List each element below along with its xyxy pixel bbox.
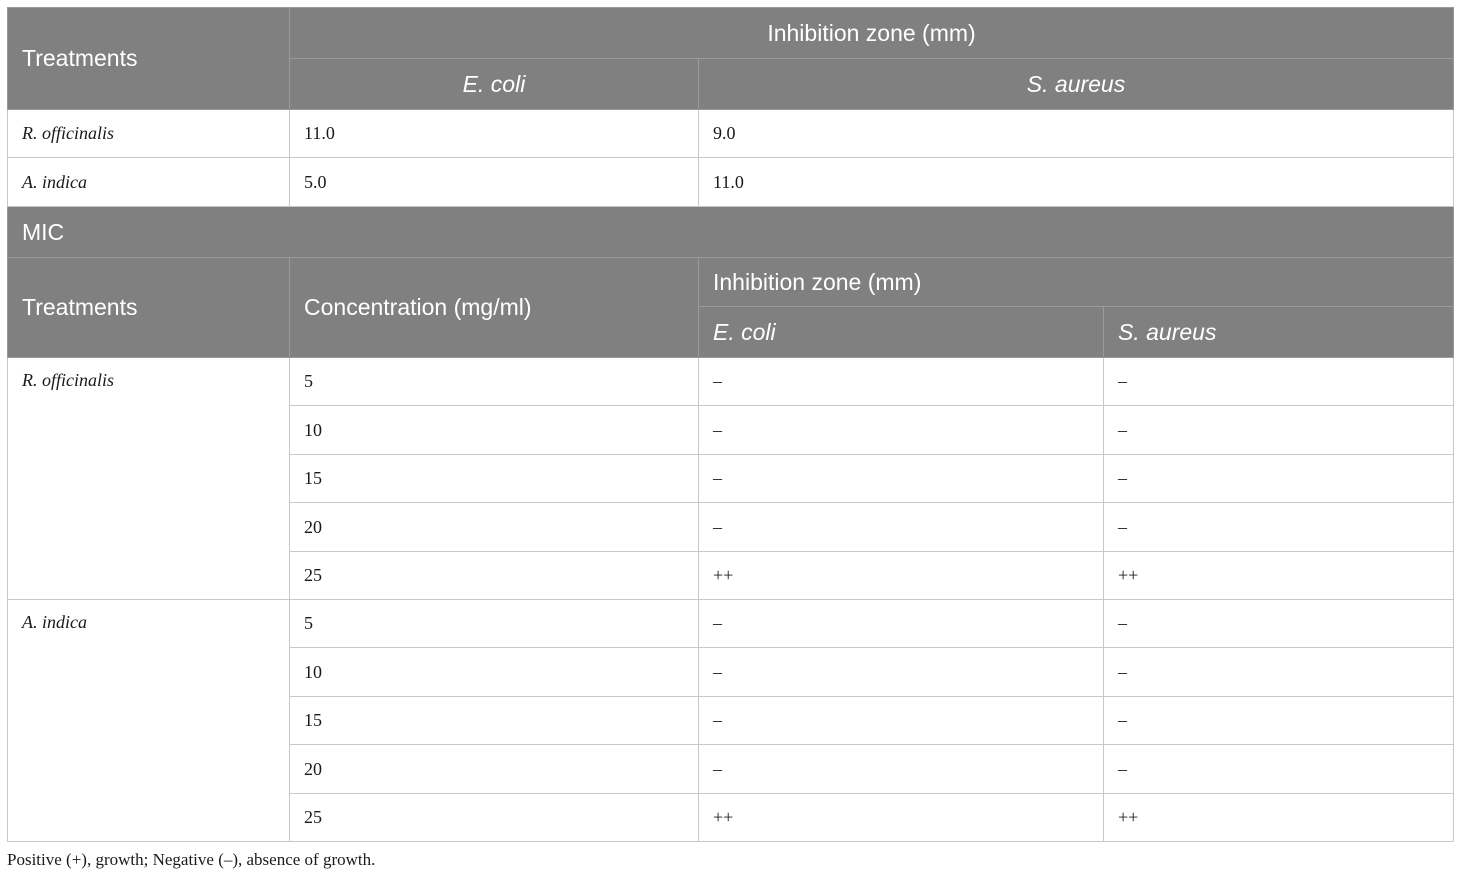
mic-title-row [8, 207, 1454, 258]
saureus-cell: ++ [1104, 794, 1454, 842]
mic-inhibition-header: Inhibition zone (mm) [699, 258, 1454, 307]
ecoli-cell: – [699, 697, 1104, 745]
treatment-cell: R. officinalis [8, 358, 290, 600]
treatment-cell: R. officinalis [8, 110, 290, 158]
ecoli-cell: – [699, 358, 1104, 406]
saureus-cell: 9.0 [699, 110, 1454, 158]
concentration-cell: 25 [290, 552, 699, 600]
concentration-header: Concentration (mg/ml) [290, 258, 699, 358]
ecoli-header: E. coli [290, 59, 699, 110]
saureus-cell: 11.0 [699, 158, 1454, 207]
table-row [8, 600, 1454, 648]
mic-header-row [8, 258, 1454, 307]
concentration-cell: 25 [290, 794, 699, 842]
concentration-cell: 5 [290, 600, 699, 648]
table-footnote: Positive (+), growth; Negative (–), absence of growth. [7, 850, 376, 869]
table-row [8, 158, 1454, 207]
concentration-cell: 20 [290, 745, 699, 794]
concentration-cell: 15 [290, 697, 699, 745]
saureus-cell: – [1104, 648, 1454, 697]
table-row [8, 358, 1454, 406]
saureus-header: S. aureus [699, 59, 1454, 110]
ecoli-cell: – [699, 406, 1104, 455]
concentration-cell: 15 [290, 455, 699, 503]
concentration-cell: 20 [290, 503, 699, 552]
saureus-cell: – [1104, 503, 1454, 552]
ecoli-cell: ++ [699, 794, 1104, 842]
ecoli-cell: – [699, 455, 1104, 503]
inhibition-zone-header: Inhibition zone (mm) [290, 8, 1454, 59]
treatment-cell: A. indica [8, 600, 290, 842]
concentration-cell: 10 [290, 648, 699, 697]
header-row [8, 8, 1454, 59]
ecoli-cell: – [699, 503, 1104, 552]
mic-ecoli-header: E. coli [699, 307, 1104, 358]
saureus-cell: – [1104, 745, 1454, 794]
treatment-cell: A. indica [8, 158, 290, 207]
concentration-cell: 10 [290, 406, 699, 455]
ecoli-cell: 5.0 [290, 158, 699, 207]
saureus-cell: – [1104, 455, 1454, 503]
mic-saureus-header: S. aureus [1104, 307, 1454, 358]
ecoli-cell: – [699, 745, 1104, 794]
saureus-cell: – [1104, 600, 1454, 648]
mic-treatments-header: Treatments [8, 258, 290, 358]
saureus-cell: ++ [1104, 552, 1454, 600]
ecoli-cell: – [699, 648, 1104, 697]
table-row [8, 110, 1454, 158]
concentration-cell: 5 [290, 358, 699, 406]
saureus-cell: – [1104, 358, 1454, 406]
results-table [7, 7, 1454, 842]
saureus-cell: – [1104, 697, 1454, 745]
ecoli-cell: – [699, 600, 1104, 648]
saureus-cell: – [1104, 406, 1454, 455]
mic-title: MIC [8, 207, 1454, 258]
ecoli-cell: 11.0 [290, 110, 699, 158]
treatments-header: Treatments [8, 8, 290, 110]
ecoli-cell: ++ [699, 552, 1104, 600]
